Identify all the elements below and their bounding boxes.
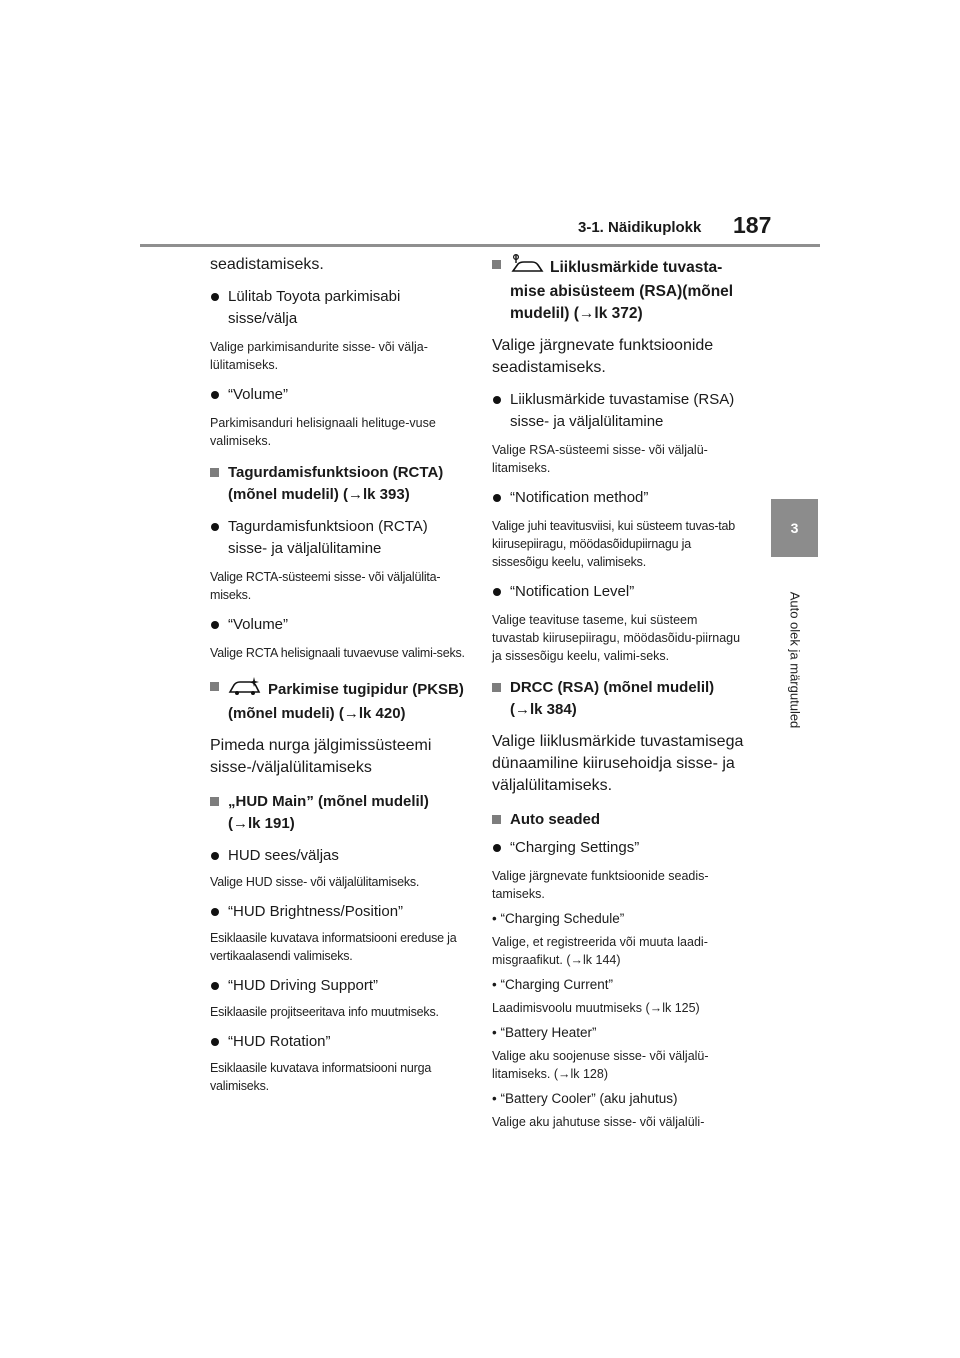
bullet-label: “Notification method”: [510, 489, 649, 506]
heading-square: [210, 468, 219, 477]
section-heading: [210, 791, 465, 835]
bullet-dot: [493, 588, 501, 596]
sub-list-item: • “Charging Current”: [492, 977, 614, 992]
bullet-item: [210, 614, 465, 636]
bullet-item: [210, 975, 465, 997]
bullet-dot: [493, 396, 501, 404]
section-heading: [492, 809, 747, 831]
bullet-dot: [493, 844, 501, 852]
sub-list-description: Valige, et registreerida või muuta laadi-misgraafikut. (→lk 144): [492, 935, 708, 967]
bullet-label: “HUD Driving Support”: [228, 977, 379, 994]
bullet-description: Valige järgnevate funktsioonide seadis-tamiseks.: [492, 869, 709, 901]
section-heading: [492, 254, 747, 325]
paragraph: Pimeda nurga jälgimissüsteemi sisse-/väljalülitamiseks: [210, 737, 432, 776]
bullet-item: [210, 286, 465, 330]
sub-list-item: • “Battery Heater”: [492, 1025, 597, 1040]
heading-text: Parkimise tugipidur (PKSB) (mõnel mudeli) (→lk 420): [228, 681, 464, 722]
page-number: 187: [733, 212, 772, 238]
paragraph: Valige liiklusmärkide tuvastamisega dünaamiline kiirusehoidja sisse- ja väljalülitamiseks.: [492, 733, 744, 794]
chapter-number: 3: [790, 520, 799, 536]
bullet-dot: [211, 293, 219, 301]
bullet-dot: [211, 1038, 219, 1046]
bullet-description: Esiklaasile projitseeritava info muutmiseks.: [210, 1005, 439, 1019]
bullet-dot: [493, 494, 501, 502]
bullet-dot: [211, 852, 219, 860]
heading-square: [492, 260, 501, 269]
bullet-label: Lülitab Toyota parkimisabi sisse/välja: [228, 288, 401, 327]
sub-list-description: Valige aku jahutuse sisse- või väljalüli-: [492, 1115, 705, 1129]
bullet-label: “Volume”: [228, 616, 289, 633]
section-title: 3-1. Näidikuplokk: [578, 219, 702, 236]
sub-list-item: • “Battery Cooler” (aku jahutus): [492, 1091, 678, 1106]
bullet-label: “HUD Rotation”: [228, 1033, 331, 1050]
bullet-item: [210, 1031, 465, 1053]
bullet-description: Esiklaasile kuvatava informatsiooni nurga valimiseks.: [210, 1061, 432, 1093]
bullet-dot: [211, 982, 219, 990]
sub-list-description: Valige aku soojenuse sisse- või väljalü-litamiseks. (→lk 128): [492, 1049, 709, 1081]
chapter-title: Auto olek ja märgutuled: [787, 591, 802, 729]
bullet-description: Valige RCTA helisignaali tuvaevuse valimi-seks.: [210, 646, 465, 660]
bullet-dot: [211, 523, 219, 531]
left-column: [210, 254, 465, 1095]
bullet-description: Valige RSA-süsteemi sisse- või väljalü-litamiseks.: [492, 443, 708, 475]
section-heading: [492, 677, 747, 721]
bullet-dot: [211, 908, 219, 916]
heading-text: Liiklusmärkide tuvasta-mise abisüsteem (RSA)(mõnel mudelil) (→lk 372): [510, 259, 734, 322]
bullet-label: Tagurdamisfunktsioon (RCTA) sisse- ja väljalülitamine: [228, 518, 428, 557]
bullet-description: Valige HUD sisse- või väljalülitamiseks.: [210, 875, 420, 889]
bullet-item: [492, 837, 747, 859]
bullet-label: Liiklusmärkide tuvastamise (RSA) sisse- ja väljalülitamine: [510, 391, 735, 430]
heading-text: „HUD Main” (mõnel mudelil) (→lk 191): [228, 793, 429, 832]
bullet-item: [492, 581, 747, 603]
bullet-label: “HUD Brightness/Position”: [228, 903, 404, 920]
bullet-item: [210, 516, 465, 560]
bullet-label: HUD sees/väljas: [228, 847, 339, 864]
paragraph: Valige järgnevate funktsioonide seadistamiseks.: [492, 337, 714, 376]
bullet-description: Valige RCTA-süsteemi sisse- või väljalülita-miseks.: [210, 570, 441, 602]
heading-square: [210, 682, 219, 691]
intro-text: seadistamiseks.: [210, 256, 324, 273]
bullet-dot: [211, 391, 219, 399]
heading-square: [492, 815, 501, 824]
heading-text: Auto seaded: [510, 811, 601, 828]
bullet-description: Parkimisanduri helisignaali helituge-vuse valimiseks.: [210, 416, 436, 448]
bullet-description: Valige parkimisandurite sisse- või välja-lülitamiseks.: [210, 340, 428, 372]
bullet-item: [210, 384, 465, 406]
parking-support-brake-icon: [228, 676, 262, 703]
chapter-tab: [771, 499, 818, 557]
section-heading: [210, 676, 465, 725]
bullet-label: “Notification Level”: [510, 583, 635, 600]
heading-text: Tagurdamisfunktsioon (RCTA) (mõnel mudelil) (→lk 393): [228, 464, 444, 503]
bullet-description: Valige teavituse taseme, kui süsteem tuvastab kiirusepiiragu, möödasõidu-piirnagu ja sissesõigu keelu, valimi-seks.: [492, 613, 741, 663]
bullet-item: [210, 845, 465, 867]
bullet-dot: [211, 621, 219, 629]
header-rule: [140, 244, 820, 247]
road-sign-assist-icon: [510, 254, 544, 281]
chapter-side-label: [771, 565, 818, 755]
section-heading: [210, 462, 465, 506]
bullet-item: [492, 487, 747, 509]
bullet-label: “Charging Settings”: [510, 839, 640, 856]
sub-list-description: Laadimisvoolu muutmiseks (→lk 125): [492, 1001, 700, 1015]
bullet-label: “Volume”: [228, 386, 289, 403]
bullet-description: Esiklaasile kuvatava informatsiooni ereduse ja vertikaalasendi valimiseks.: [210, 931, 457, 963]
sub-list-item: • “Charging Schedule”: [492, 911, 625, 926]
bullet-item: [210, 901, 465, 923]
heading-square: [210, 797, 219, 806]
heading-text: DRCC (RSA) (mõnel mudelil) (→lk 384): [510, 679, 715, 718]
bullet-item: [492, 389, 747, 433]
heading-square: [492, 683, 501, 692]
bullet-description: Valige juhi teavitusviisi, kui süsteem tuvas-tab kiirusepiiragu, möödasõidupiirnagu ja sissesõigu keelu, valimiseks.: [492, 519, 736, 569]
right-column: [492, 254, 747, 1131]
